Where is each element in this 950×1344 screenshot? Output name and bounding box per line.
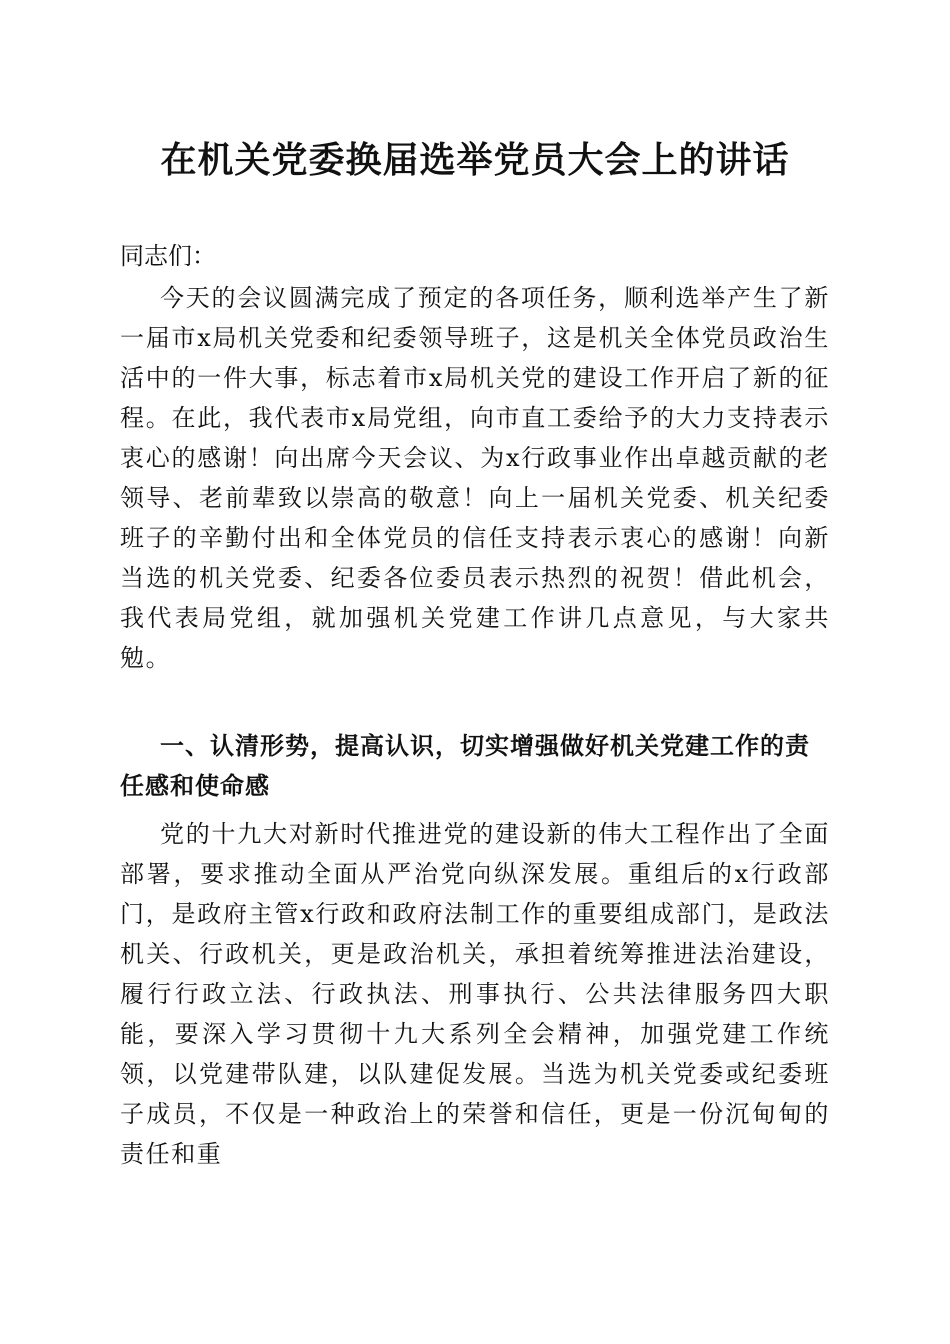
page-title: 在机关党委换届选举党员大会上的讲话 bbox=[160, 139, 790, 181]
paragraph-opening: 今天的会议圆满完成了预定的各项任务，顺利选举产生了新一届市x局机关党委和纪委领导班子，这是机关全体党员政治生活中的一件大事，标志着市x局机关党的建设工作开启了新的征程。在此，我代表市x局党组，向市直工委给予的大力支持表示衷心的感谢！向出席今天会议、为x行政事业作出卓越贡献的老领导、老前辈致以崇高的敬意！向上一届机关党委、机关纪委班子的辛勤付出和全体党员的信任支持表示衷心的感谢！向新当选的机关党委、纪委各位委员表示热烈的祝贺！借此机会，我代表局党组，就加强机关党建工作讲几点意见，与大家共勉。 bbox=[120, 284, 830, 672]
section-heading-1: 一、认清形势，提高认识，切实增强做好机关党建工作的责任感和使命感 bbox=[120, 732, 810, 800]
paragraph-section-1: 党的十九大对新时代推进党的建设新的伟大工程作出了全面部署，要求推动全面从严治党向纵深发展。重组后的x行政部门，是政府主管x行政和政府法制工作的重要组成部门，是政法机关、行政机关，更是政治机关，承担着统筹推进法治建设，履行行政立法、行政执法、刑事执行、公共法律服务四大职能，要深入学习贯彻十九大系列全会精神，加强党建工作统领，以党建带队建，以队建促发展。当选为机关党委或纪委班子成员，不仅是一种政治上的荣誉和信任，更是一份沉甸甸的责任和重 bbox=[120, 820, 830, 1168]
salutation: 同志们： bbox=[120, 242, 216, 270]
